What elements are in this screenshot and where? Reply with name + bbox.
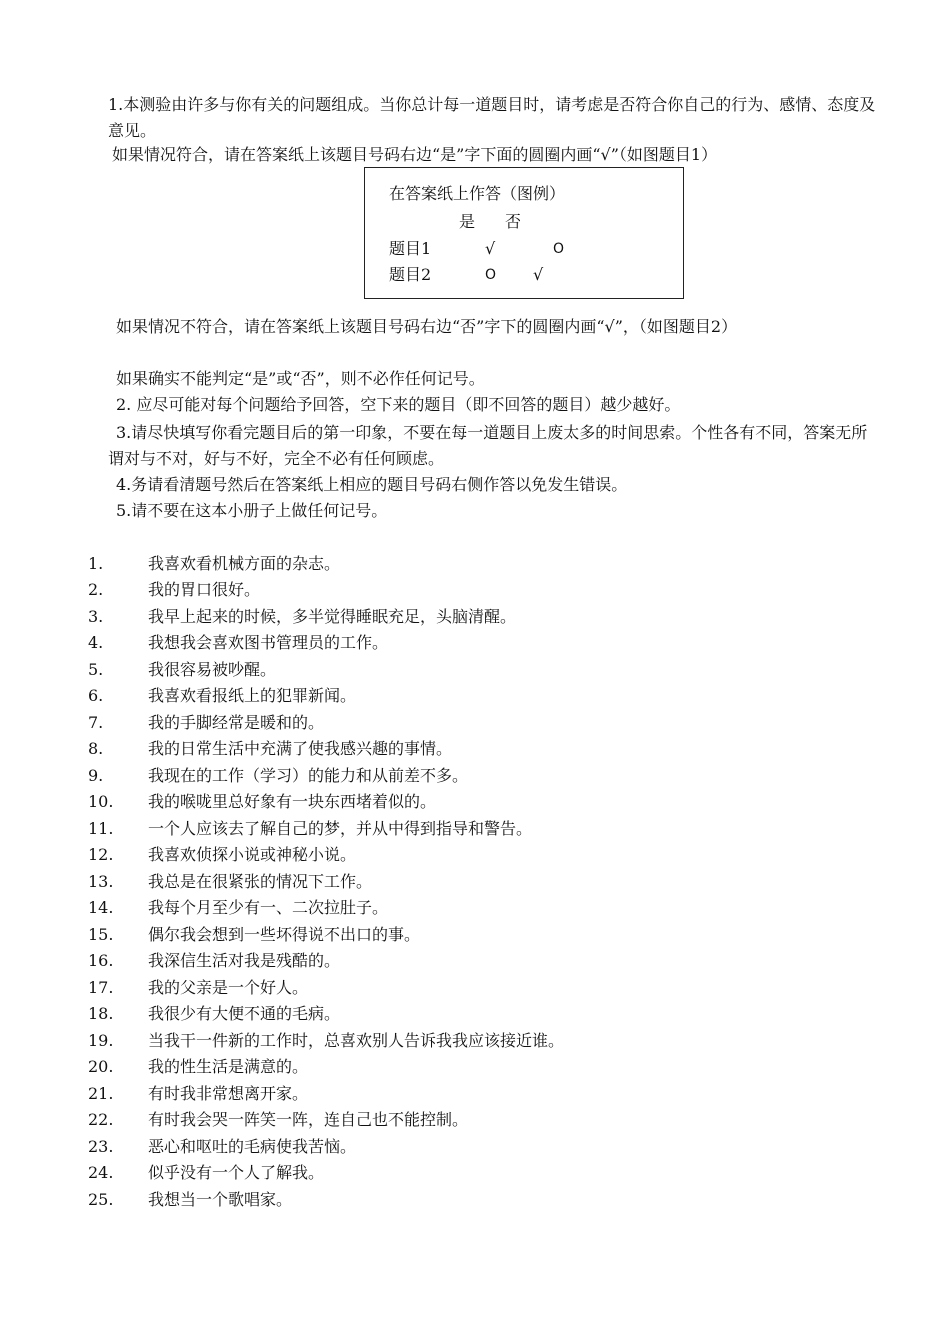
question-text: 似乎没有一个人了解我。	[148, 1163, 325, 1182]
instruction-item-1: 1.本测验由许多与你有关的问题组成。当你总计每一道题目时，请考虑是否符合你自己的行为、感情、态度及意见。	[108, 95, 876, 140]
question-text: 我总是在很紧张的情况下工作。	[148, 872, 373, 891]
example-row-2-label: 题目2	[389, 265, 432, 284]
question-text: 我深信生活对我是残酷的。	[148, 951, 341, 970]
instruction-yes-rule: 如果情况符合，请在答案纸上该题目号码右边“是”字下面的圆圈内画“√”（如图题目1）	[112, 145, 718, 164]
question-text: 我每个月至少有一、二次拉肚子。	[148, 898, 389, 917]
question-number: 8.	[88, 739, 104, 758]
question-text: 有时我非常想离开家。	[148, 1084, 309, 1103]
question-text: 我的胃口很好。	[148, 580, 261, 599]
question-text: 我喜欢看机械方面的杂志。	[148, 554, 341, 573]
instruction-item-4: 4.务请看清题号然后在答案纸上相应的题目号码右侧作答以免发生错误。	[116, 475, 628, 494]
question-text: 我现在的工作（学习）的能力和从前差不多。	[148, 766, 469, 785]
question-text: 我的日常生活中充满了使我感兴趣的事情。	[148, 739, 453, 758]
question-number: 11.	[88, 819, 114, 838]
question-number: 16.	[88, 951, 114, 970]
question-text: 一个人应该去了解自己的梦，并从中得到指导和警告。	[148, 819, 533, 838]
question-text: 我想当一个歌唱家。	[148, 1190, 293, 1209]
question-number: 6.	[88, 686, 104, 705]
example-no-header: 否	[505, 212, 522, 231]
instruction-item-3: 3.请尽快填写你看完题目后的第一印象，不要在每一道题目上废太多的时间思索。个性各有不同，答案无所谓对与不对，好与不好，完全不必有任何顾虑。	[108, 423, 868, 468]
question-number: 23.	[88, 1137, 114, 1156]
example-row-1-yes: √	[485, 239, 496, 258]
question-number: 17.	[88, 978, 114, 997]
question-number: 4.	[88, 633, 104, 652]
question-number: 13.	[88, 872, 114, 891]
question-text: 恶心和呕吐的毛病使我苦恼。	[148, 1137, 357, 1156]
question-text: 我早上起来的时候，多半觉得睡眠充足，头脑清醒。	[148, 607, 517, 626]
question-number: 2.	[88, 580, 104, 599]
question-number: 21.	[88, 1084, 114, 1103]
question-number: 10.	[88, 792, 114, 811]
question-number: 1.	[88, 554, 104, 573]
question-number: 12.	[88, 845, 114, 864]
instruction-item-5: 5.请不要在这本小册子上做任何记号。	[116, 501, 388, 520]
question-number: 9.	[88, 766, 104, 785]
example-title: 在答案纸上作答（图例）	[389, 184, 566, 203]
question-number: 15.	[88, 925, 114, 944]
question-number: 24.	[88, 1163, 114, 1182]
question-number: 3.	[88, 607, 104, 626]
question-number: 18.	[88, 1004, 114, 1023]
question-text: 我很少有大便不通的毛病。	[148, 1004, 341, 1023]
question-text: 有时我会哭一阵笑一阵，连自己也不能控制。	[148, 1110, 469, 1129]
question-number: 5.	[88, 660, 104, 679]
question-text: 我喜欢看报纸上的犯罪新闻。	[148, 686, 357, 705]
question-number: 14.	[88, 898, 114, 917]
question-text: 偶尔我会想到一些坏得说不出口的事。	[148, 925, 421, 944]
example-yes-header: 是	[459, 212, 476, 231]
question-text: 我的喉咙里总好象有一块东西堵着似的。	[148, 792, 437, 811]
question-text: 当我干一件新的工作时，总喜欢别人告诉我我应该接近谁。	[148, 1031, 565, 1050]
question-number: 20.	[88, 1057, 114, 1076]
question-text: 我的父亲是一个好人。	[148, 978, 309, 997]
example-row-2-no: √	[533, 265, 544, 284]
question-text: 我很容易被吵醒。	[148, 660, 277, 679]
question-text: 我的性生活是满意的。	[148, 1057, 309, 1076]
question-text: 我喜欢侦探小说或神秘小说。	[148, 845, 357, 864]
question-number: 25.	[88, 1190, 114, 1209]
question-text: 我想我会喜欢图书管理员的工作。	[148, 633, 389, 652]
example-row-2-yes: O	[485, 267, 497, 283]
instruction-no-rule: 如果情况不符合，请在答案纸上该题目号码右边“否”字下的圆圈内画“√”，（如图题目2）	[116, 317, 738, 336]
question-text: 我的手脚经常是暖和的。	[148, 713, 325, 732]
example-row-1-no: O	[553, 241, 565, 257]
question-number: 19.	[88, 1031, 114, 1050]
answer-example-box	[364, 167, 684, 299]
example-row-1-label: 题目1	[389, 239, 432, 258]
question-number: 7.	[88, 713, 104, 732]
question-number: 22.	[88, 1110, 114, 1129]
instruction-unsure-rule: 如果确实不能判定“是”或“否”，则不必作任何记号。	[116, 369, 485, 388]
instruction-item-2: 2. 应尽可能对每个问题给予回答，空下来的题目（即不回答的题目）越少越好。	[116, 395, 681, 414]
